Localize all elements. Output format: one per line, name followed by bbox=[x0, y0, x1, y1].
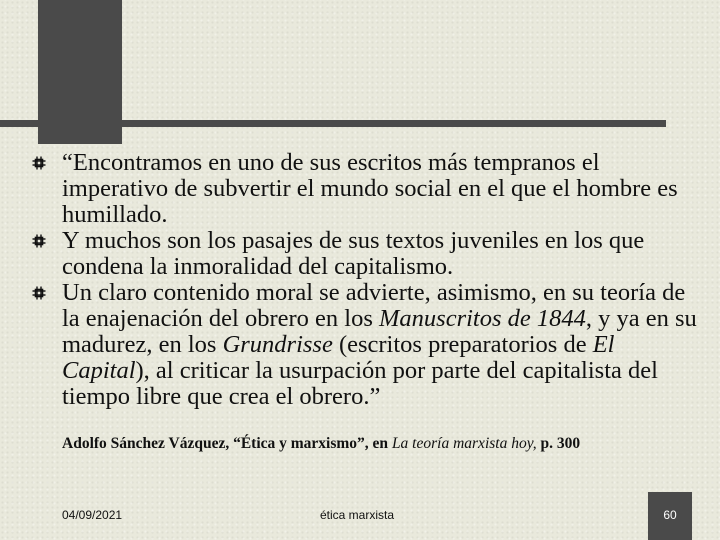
italic-title: El Capital bbox=[62, 331, 615, 384]
bullet-text bbox=[62, 149, 678, 228]
citation-author-title: Adolfo Sánchez Vázquez, “Ética y marxismo”, en bbox=[62, 435, 392, 452]
text-run: (escritos preparatorios de bbox=[332, 331, 593, 358]
text-run: , y ya en su madurez, en los bbox=[62, 305, 697, 358]
citation-page: p. 300 bbox=[536, 435, 581, 452]
bullet-item bbox=[30, 228, 700, 280]
square-hash-bullet-icon bbox=[32, 286, 46, 300]
square-hash-bullet-icon bbox=[32, 156, 46, 170]
text-run: Un claro contenido moral se advierte, asimismo, en su teoría de la enajenación del obrero en los bbox=[62, 279, 686, 332]
italic-title: Manuscritos de 1844 bbox=[379, 305, 586, 332]
bullet-list bbox=[30, 150, 700, 410]
italic-title: Grundrisse bbox=[222, 331, 333, 358]
text-run: Y muchos son los pasajes de sus textos juveniles en los que condena la inmoralidad del capitalismo. bbox=[62, 227, 645, 280]
footer-date: 04/09/2021 bbox=[62, 508, 123, 522]
text-run: ), al criticar la usurpación por parte del capitalista del tiempo libre que crea el obrero.” bbox=[62, 357, 658, 410]
source-citation bbox=[62, 435, 702, 453]
footer-title: ética marxista bbox=[320, 508, 395, 522]
page-number: 60 bbox=[663, 508, 677, 522]
bullet-text bbox=[62, 279, 697, 410]
bullet-item bbox=[30, 150, 700, 228]
citation-source: La teoría marxista hoy, bbox=[391, 435, 537, 452]
bullet-text bbox=[62, 227, 644, 280]
title-divider-rule bbox=[0, 120, 666, 127]
text-run: “Encontramos en uno de sus escritos más tempranos el imperativo de subvertir el mundo social en el que el hombre es humillado. bbox=[62, 149, 678, 228]
bullet-item bbox=[30, 280, 700, 410]
square-hash-bullet-icon bbox=[32, 234, 46, 248]
